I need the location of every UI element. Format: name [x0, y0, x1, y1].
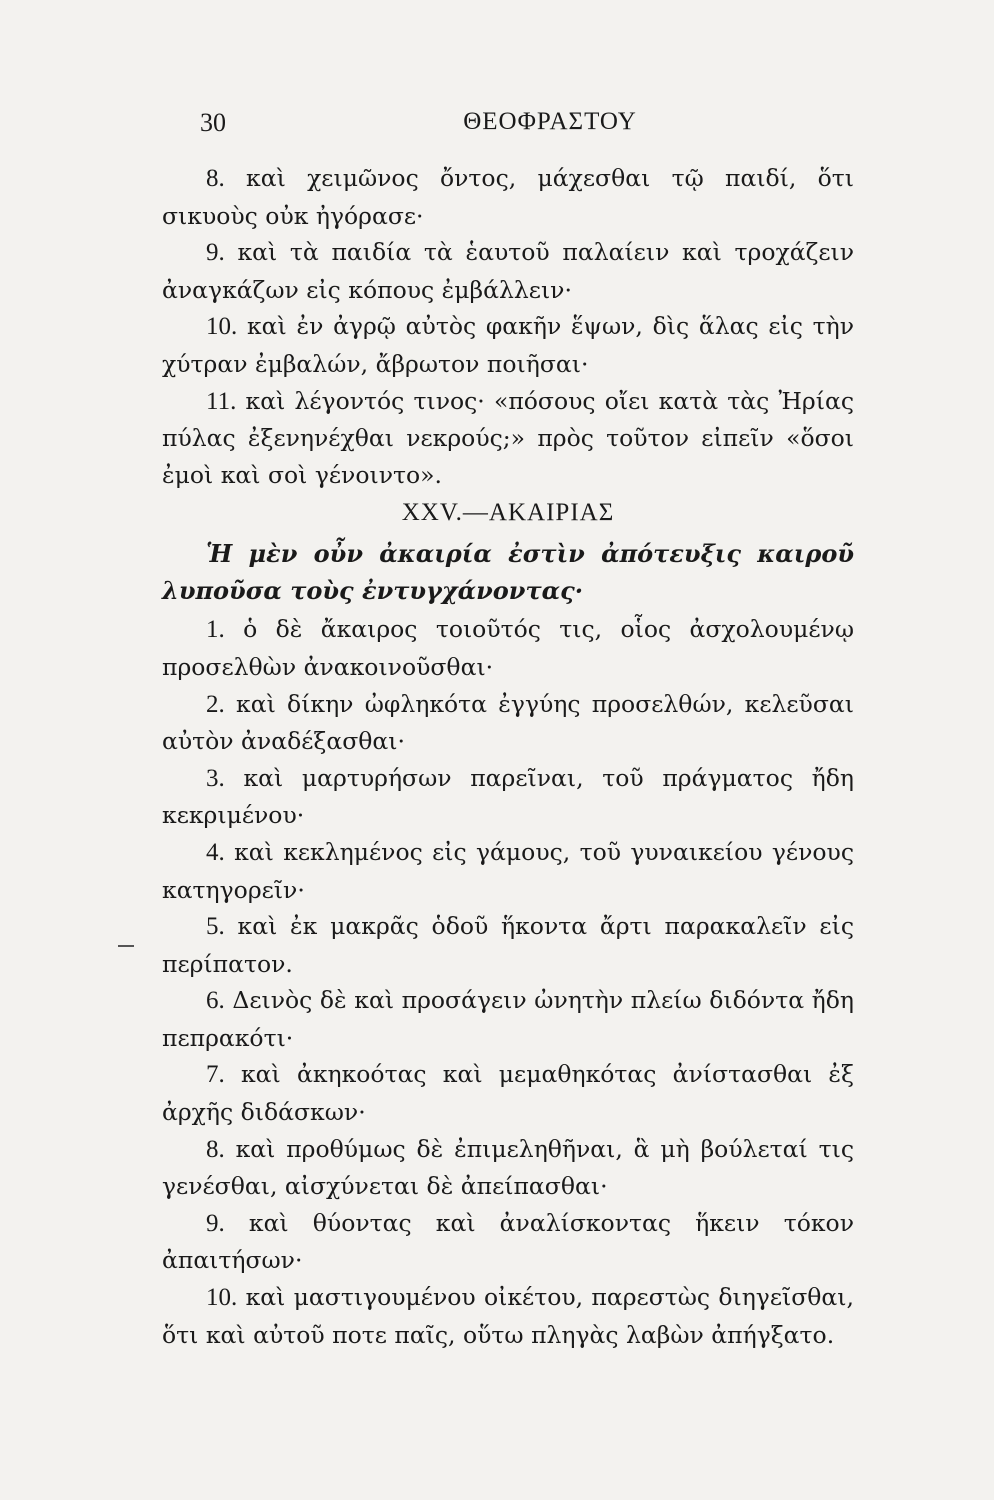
- margin-dash-mark: [118, 945, 134, 947]
- numbered-paragraph: [162, 1056, 854, 1130]
- numbered-paragraph: [162, 234, 854, 308]
- paragraph-number: 3.: [206, 764, 225, 792]
- paragraph-text: ὁ δὲ ἄκαιρος τοιοῦτός τις, οἷος ἀσχολουμένῳ προσελθὼν ἀνακοινοῦσθαι·: [162, 615, 854, 681]
- paragraph-text: καὶ ἐν ἀγρῷ αὐτὸς φακῆν ἕψων, δὶς ἅλας εἰς τὴν χύτραν ἐμβαλών, ἄβρωτον ποιῆσαι·: [162, 312, 854, 378]
- paragraph-number: 8.: [206, 1135, 225, 1163]
- paragraph-text: καὶ χειμῶνος ὄντος, μάχεσθαι τῷ παιδί, ὅτι σικυοὺς οὐκ ἠγόρασε·: [162, 164, 854, 230]
- numbered-paragraph: [162, 383, 854, 494]
- paragraph-number: 1.: [206, 616, 225, 644]
- numbered-paragraph: [162, 1279, 854, 1353]
- paragraph-text: καὶ μαρτυρήσων παρεῖναι, τοῦ πράγματος ἤδη κεκριμένου·: [162, 763, 854, 830]
- paragraph-number: 11.: [206, 387, 237, 415]
- paragraph-text: καὶ ἐκ μακρᾶς ὁδοῦ ἥκοντα ἄρτι παρακαλεῖν εἰς περίπατον.: [162, 912, 854, 978]
- page-number: 30: [200, 108, 226, 137]
- numbered-paragraph: [162, 760, 854, 834]
- numbered-paragraph: [162, 1205, 854, 1279]
- paragraph-text: καὶ μαστιγουμένου οἰκέτου, παρεστὼς διηγεῖσθαι, ὅτι καὶ αὐτοῦ ποτε παῖς, οὕτω πληγὰς λαβὼν ἀπήγξατο.: [162, 1283, 854, 1349]
- paragraph-number: 4.: [206, 838, 225, 866]
- running-title: ΘΕΟΦΡΑΣΤΟΥ: [463, 108, 637, 135]
- paragraph-number: 9.: [206, 1209, 225, 1237]
- paragraph-text: καὶ προθύμως δὲ ἐπιμεληθῆναι, ἃ μὴ βούλεταί τις γενέσθαι, αἰσχύνεται δὲ ἀπείπασθαι·: [162, 1134, 854, 1201]
- numbered-paragraph: [162, 686, 854, 760]
- paragraph-text: καὶ δίκην ὠφληκότα ἐγγύης προσελθών, κελεῦσαι αὐτὸν ἀναδέξασθαι·: [162, 689, 854, 756]
- main-text: [162, 160, 854, 1353]
- paragraph-number: 10.: [206, 313, 238, 341]
- paragraph-number: 9.: [206, 239, 225, 267]
- paragraph-number: 2.: [206, 690, 225, 718]
- paragraph-text: καὶ τὰ παιδία τὰ ἑαυτοῦ παλαίειν καὶ τροχάζειν ἀναγκάζων εἰς κόπους ἐμβάλλειν·: [162, 238, 854, 304]
- numbered-paragraph: [162, 908, 854, 982]
- paragraph-number: 5.: [206, 913, 225, 941]
- paragraph-number: 10.: [206, 1284, 238, 1312]
- section-definition: Ἡ μὲν οὖν ἀκαιρία ἐστὶν ἀπότευξις καιροῦ λυποῦσα τοὺς ἐντυγχάνοντας·: [162, 539, 854, 606]
- numbered-paragraph: [162, 611, 854, 685]
- page-header: [200, 108, 860, 148]
- numbered-paragraph: [162, 834, 854, 908]
- paragraph-text: καὶ ἀκηκοότας καὶ μεμαθηκότας ἀνίστασθαι ἐξ ἀρχῆς διδάσκων·: [162, 1060, 854, 1127]
- numbered-paragraph: [162, 160, 854, 234]
- paragraph-number: 8.: [206, 165, 225, 192]
- paragraph-text: καὶ κεκλημένος εἰς γάμους, τοῦ γυναικείου γένους κατηγορεῖν·: [162, 837, 854, 904]
- numbered-paragraph: [162, 308, 854, 382]
- paragraph-text: καὶ λέγοντός τινος· «πόσους οἴει κατὰ τὰς Ἠρίας πύλας ἐξενηνέχθαι νεκρούς;» πρὸς τοῦτον εἰπεῖν «ὅσοι ἐμοὶ καὶ σοὶ γένοιντο».: [162, 386, 854, 489]
- section-heading: XXV.—ΑΚΑΙΡΙΑΣ: [401, 499, 615, 527]
- paragraph-text: Δεινὸς δὲ καὶ προσάγειν ὠνητὴν πλείω διδόντα ἤδη πεπρακότι·: [162, 986, 854, 1052]
- numbered-paragraph: [162, 982, 854, 1056]
- numbered-paragraph: [162, 1131, 854, 1205]
- paragraph-number: 7.: [206, 1061, 225, 1089]
- paragraph-number: 6.: [206, 987, 225, 1015]
- paragraph-text: καὶ θύοντας καὶ ἀναλίσκοντας ἥκειν τόκον ἀπαιτήσων·: [162, 1208, 854, 1275]
